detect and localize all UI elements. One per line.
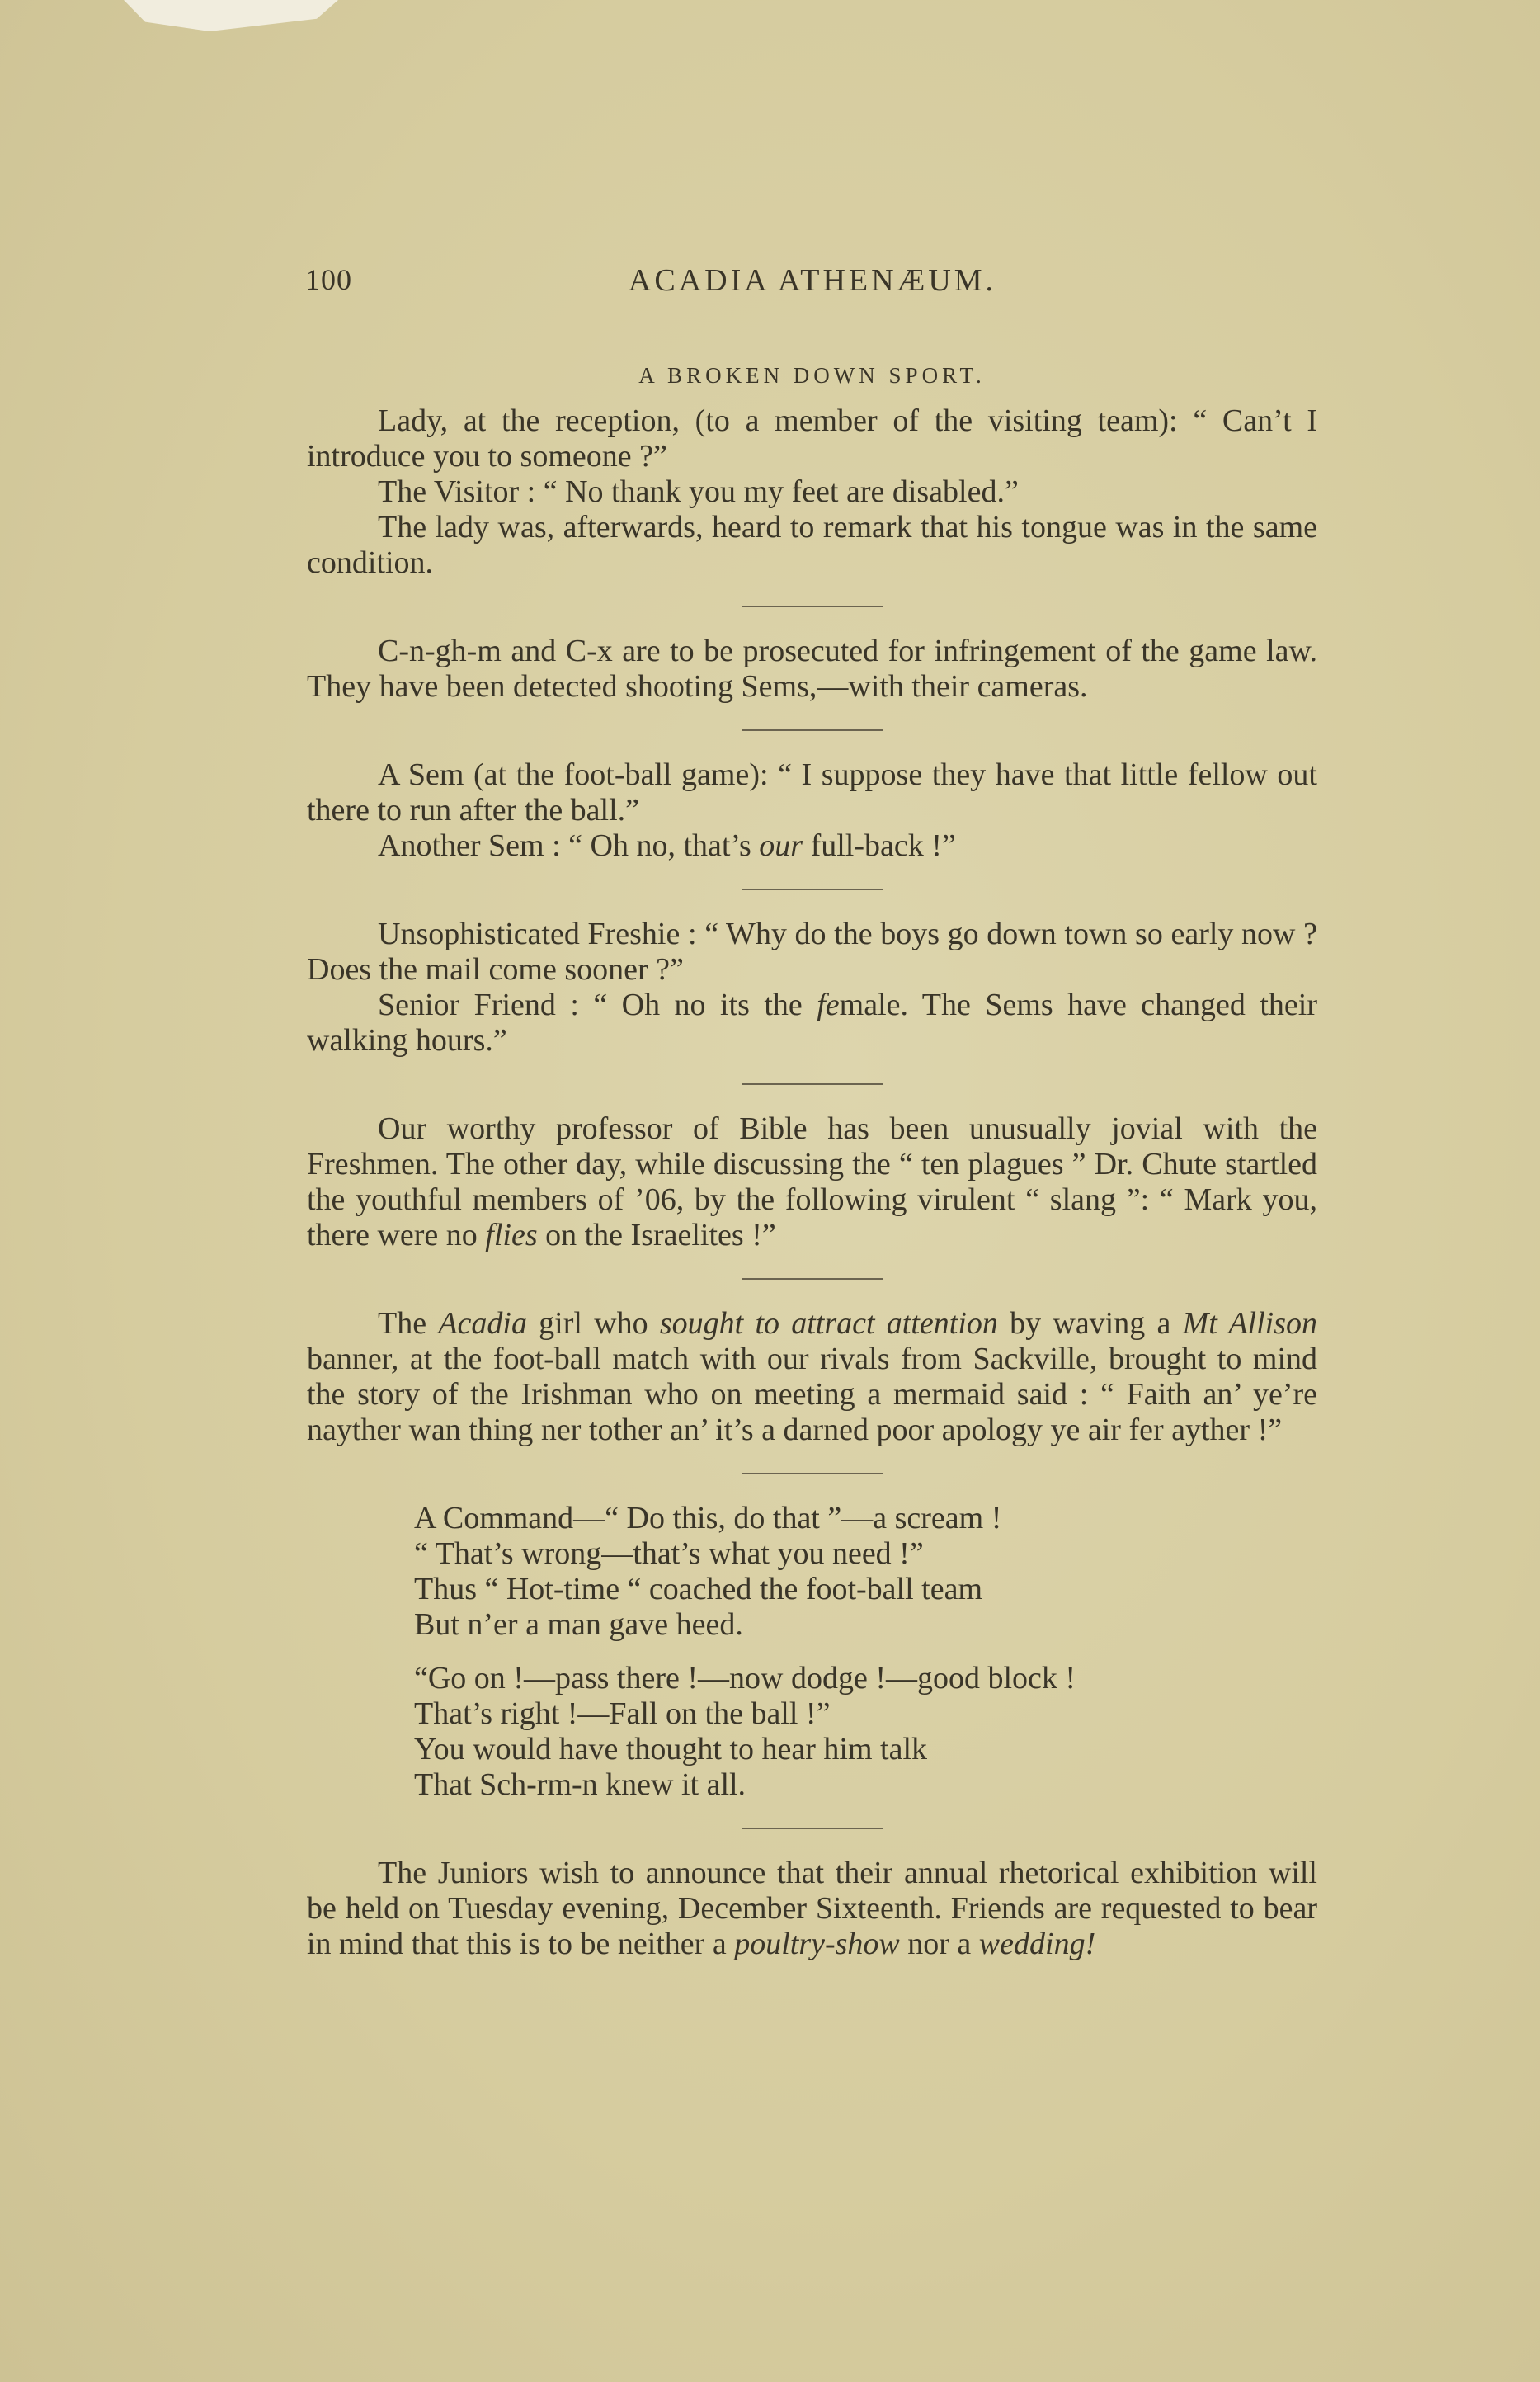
paragraph: Senior Friend : “ Oh no its the female. The Sems have changed their walking hours.”: [307, 988, 1317, 1058]
paragraph: Lady, at the reception, (to a member of the visiting team): “ Can’t I introduce you to someone ?”: [307, 403, 1317, 474]
section-divider: [742, 1828, 883, 1829]
paragraph: The Juniors wish to announce that their annual rhetorical exhibition will be held on Tuesday evening, December Sixteenth. Friends are requested to bear in mind that this is to be neither a poultry-show nor a wedding!: [307, 1856, 1317, 1961]
paragraph: Unsophisticated Freshie : “ Why do the boys go down town so early now ? Does the mail come sooner ?”: [307, 917, 1317, 987]
poem-line: You would have thought to hear him talk: [414, 1732, 928, 1766]
poem-line: That Sch-rm-n knew it all.: [414, 1767, 746, 1802]
paragraph: The lady was, afterwards, heard to remark that his tongue was in the same condition.: [307, 510, 1317, 580]
section-divider: [742, 889, 883, 890]
poem-line: But n’er a man gave heed.: [414, 1607, 743, 1642]
page-header: [305, 262, 1320, 300]
torn-corner: [124, 0, 338, 31]
paragraph: The Acadia girl who sought to attract attention by waving a Mt Allison banner, at the foot-ball match with our rivals from Sackville, brought to mind the story of the Irishman who on meeting a mermaid said : “ Faith an’ ye’re nayther wan thing ner tother an’ it’s a darned poor apology ye air fer ayther !”: [307, 1306, 1318, 1447]
paragraph: C-n-gh-m and C-x are to be prosecuted for infringement of the game law. They have been detected shooting Sems,—with their cameras.: [307, 634, 1317, 704]
article-heading: A BROKEN DOWN SPORT.: [638, 363, 986, 388]
page-body: [307, 358, 1317, 1962]
page-number: 100: [305, 263, 352, 296]
section-divider: [742, 1083, 883, 1085]
paragraph: Another Sem : “ Oh no, that’s our full-back !”: [378, 828, 956, 863]
poem: [414, 1501, 1317, 1803]
poem-line: Thus “ Hot-time “ coached the foot-ball team: [414, 1572, 983, 1606]
paragraph: A Sem (at the foot-ball game): “ I suppose they have that little fellow out there to run after the ball.”: [307, 757, 1317, 828]
section-divider: [742, 1278, 883, 1280]
running-head: ACADIA ATHENÆUM.: [628, 263, 997, 298]
poem-stanza: [414, 1501, 1317, 1643]
section-divider: [742, 606, 883, 607]
paragraph: The Visitor : “ No thank you my feet are disabled.”: [378, 474, 1019, 509]
section-divider: [742, 1473, 883, 1474]
poem-line: “Go on !—pass there !—now dodge !—good block !: [414, 1661, 1076, 1696]
paragraph: Our worthy professor of Bible has been unusually jovial with the Freshmen. The other day, while discussing the “ ten plagues ” Dr. Chute startled the youthful members of ’06, by the following virulent “ slang ”: “ Mark you, there were no flies on the Israelites !”: [307, 1111, 1317, 1252]
poem-line: That’s right !—Fall on the ball !”: [414, 1696, 831, 1731]
poem-line: A Command—“ Do this, do that ”—a scream !: [414, 1501, 1002, 1535]
poem-line: “ That’s wrong—that’s what you need !”: [414, 1536, 924, 1571]
poem-stanza: [414, 1661, 1317, 1803]
section-divider: [742, 729, 883, 731]
